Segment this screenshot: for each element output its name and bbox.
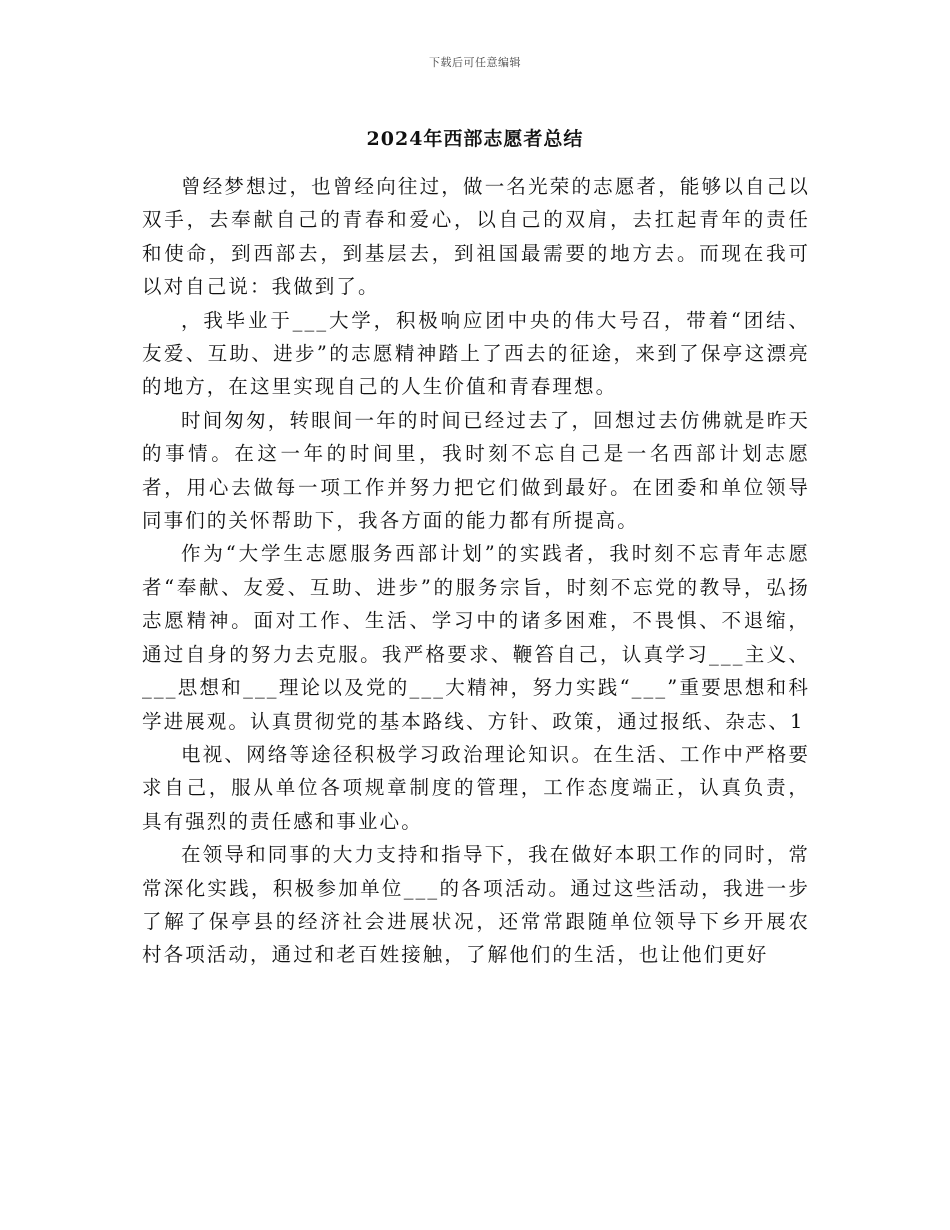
paragraph: 曾经梦想过，也曾经向往过，做一名光荣的志愿者，能够以自己以双手，去奉献自己的青春和爱心，以自己的双肩，去扛起青年的责任和使命，到西部去，到基层去，到祖国最需要的地方去。而现在我可以对自己说：我做到了。: [142, 175, 810, 299]
paragraph: 电视、网络等途径积极学习政治理论知识。在生活、工作中严格要求自己，服从单位各项规章制度的管理，工作态度端正，认真负责，具有强烈的责任感和事业心。: [142, 742, 810, 833]
document-body: [142, 170, 810, 972]
paragraph: ，我毕业于___大学，积极响应团中央的伟大号召，带着“团结、友爱、互助、进步”的志愿精神踏上了西去的征途，来到了保亭这漂亮的地方，在这里实现自己的人生价值和青春理想。: [142, 308, 810, 399]
paragraph: 时间匆匆，转眼间一年的时间已经过去了，回想过去仿佛就是昨天的事情。在这一年的时间里，我时刻不忘自己是一名西部计划志愿者，用心去做每一项工作并努力把它们做到最好。在团委和单位领导同事们的关怀帮助下，我各方面的能力都有所提高。: [142, 408, 810, 533]
paragraph: 在领导和同事的大力支持和指导下，我在做好本职工作的同时，常常深化实践，积极参加单位___的各项活动。通过这些活动，我进一步了解了保亭县的经济社会进展状况，还常常跟随单位领导下乡开展农村各项活动，通过和老百姓接触，了解他们的生活，也让他们更好: [142, 843, 810, 967]
document-title: 2024年西部志愿者总结: [366, 128, 584, 150]
paragraph: 作为“大学生志愿服务西部计划”的实践者，我时刻不忘青年志愿者“奉献、友爱、互助、进步”的服务宗旨，时刻不忘党的教导，弘扬志愿精神。面对工作、生活、学习中的诸多困难，不畏惧、不退缩，通过自身的努力去克服。我严格要求、鞭笞自己，认真学习___主义、___思想和___理论以及党的___大精神，努力实践“___”重要思想和科学进展观。认真贯彻党的基本路线、方针、政策，通过报纸、杂志、1: [142, 542, 810, 733]
header-note: 下载后可任意编辑: [429, 56, 521, 69]
